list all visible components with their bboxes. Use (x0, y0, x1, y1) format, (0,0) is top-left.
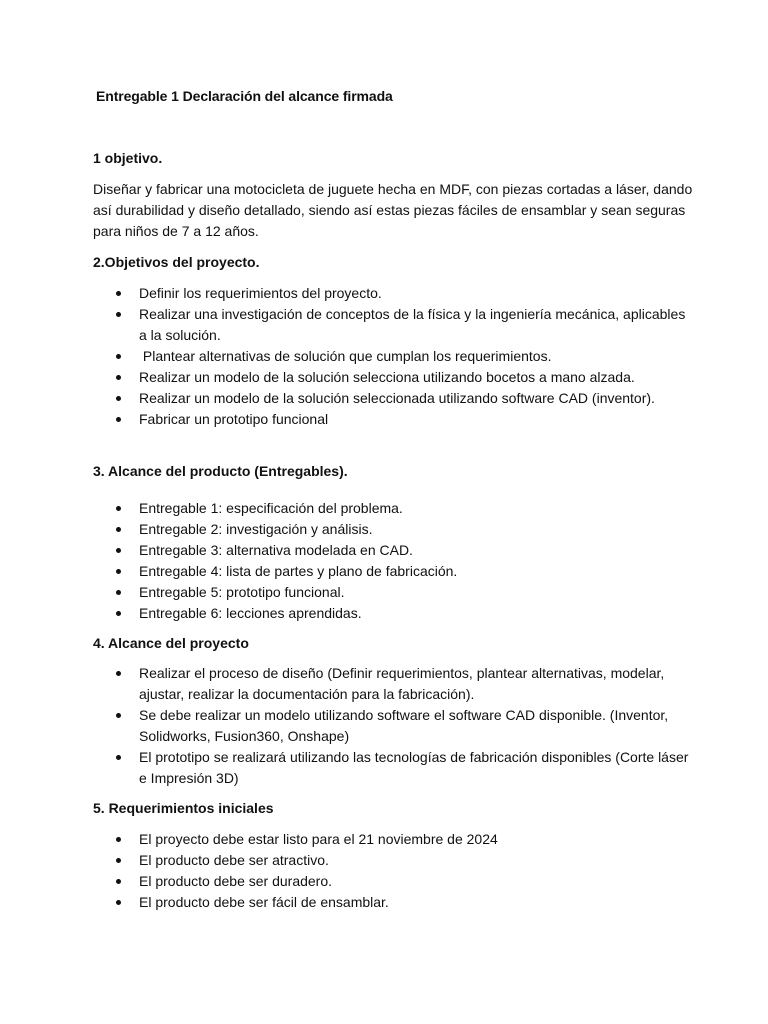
bullet-icon (116, 417, 121, 422)
list-item: Definir los requerimientos del proyecto. (93, 283, 693, 304)
list-item: Plantear alternativas de solución que cumplan los requerimientos. (93, 346, 693, 367)
list-item: El prototipo se realizará utilizando las tecnologías de fabricación disponibles (Corte láser e Impresión 3D) (93, 747, 693, 789)
requirements-list (93, 829, 693, 913)
list-item: El producto debe ser fácil de ensamblar. (93, 892, 693, 913)
bullet-icon (116, 569, 121, 574)
list-item: El proyecto debe estar listo para el 21 noviembre de 2024 (93, 829, 693, 850)
section-heading-alcance-producto: 3. Alcance del producto (Entregables). (93, 463, 348, 479)
bullet-icon (116, 291, 121, 296)
bullet-icon (116, 506, 121, 511)
project-scope-list (93, 663, 693, 789)
bullet-icon (116, 900, 121, 905)
bullet-icon (116, 548, 121, 553)
list-item: Entregable 6: lecciones aprendidas. (93, 603, 693, 624)
list-item: Se debe realizar un modelo utilizando software el software CAD disponible. (Inventor, Solidworks, Fusion360, Onshape) (93, 705, 693, 747)
bullet-icon (116, 837, 121, 842)
list-item: Entregable 4: lista de partes y plano de fabricación. (93, 561, 693, 582)
bullet-icon (116, 755, 121, 760)
bullet-icon (116, 312, 121, 317)
bullet-icon (116, 375, 121, 380)
bullet-icon (116, 671, 121, 676)
document-body (93, 148, 693, 913)
bullet-icon (116, 354, 121, 359)
list-item: Entregable 3: alternativa modelada en CAD. (93, 540, 693, 561)
bullet-icon (116, 858, 121, 863)
list-item: Entregable 5: prototipo funcional. (93, 582, 693, 603)
bullet-icon (116, 879, 121, 884)
list-item: El producto debe ser duradero. (93, 871, 693, 892)
bullet-icon (116, 396, 121, 401)
section-heading-alcance-proyecto: 4. Alcance del proyecto (93, 635, 249, 651)
list-item: Fabricar un prototipo funcional (93, 409, 693, 430)
list-item: Realizar un modelo de la solución seleccionada utilizando software CAD (inventor). (93, 388, 693, 409)
section-heading-objetivos-proyecto: 2.Objetivos del proyecto. (93, 254, 260, 270)
bullet-icon (116, 527, 121, 532)
list-item: Entregable 1: especificación del problema. (93, 498, 693, 519)
bullet-icon (116, 611, 121, 616)
list-item: El producto debe ser atractivo. (93, 850, 693, 871)
list-item: Entregable 2: investigación y análisis. (93, 519, 693, 540)
list-item: Realizar un modelo de la solución selecciona utilizando bocetos a mano alzada. (93, 367, 693, 388)
document-title: Entregable 1 Declaración del alcance firmada (96, 88, 393, 104)
objectives-list (93, 283, 693, 430)
deliverables-list (93, 498, 693, 624)
list-item: Realizar una investigación de conceptos de la física y la ingeniería mecánica, aplicables a la solución. (93, 304, 693, 346)
bullet-icon (116, 713, 121, 718)
section-heading-requerimientos: 5. Requerimientos iniciales (93, 800, 274, 816)
section-heading-objetivo: 1 objetivo. (93, 150, 163, 166)
objective-paragraph: Diseñar y fabricar una motocicleta de juguete hecha en MDF, con piezas cortadas a láser, dando así durabilidad y diseño detallado, siendo así estas piezas fáciles de ensamblar y sean seguras para niños de 7 a 12 años. (93, 181, 693, 239)
list-item: Realizar el proceso de diseño (Definir requerimientos, plantear alternativas, modelar, ajustar, realizar la documentación para la fabricación). (93, 663, 693, 705)
bullet-icon (116, 590, 121, 595)
